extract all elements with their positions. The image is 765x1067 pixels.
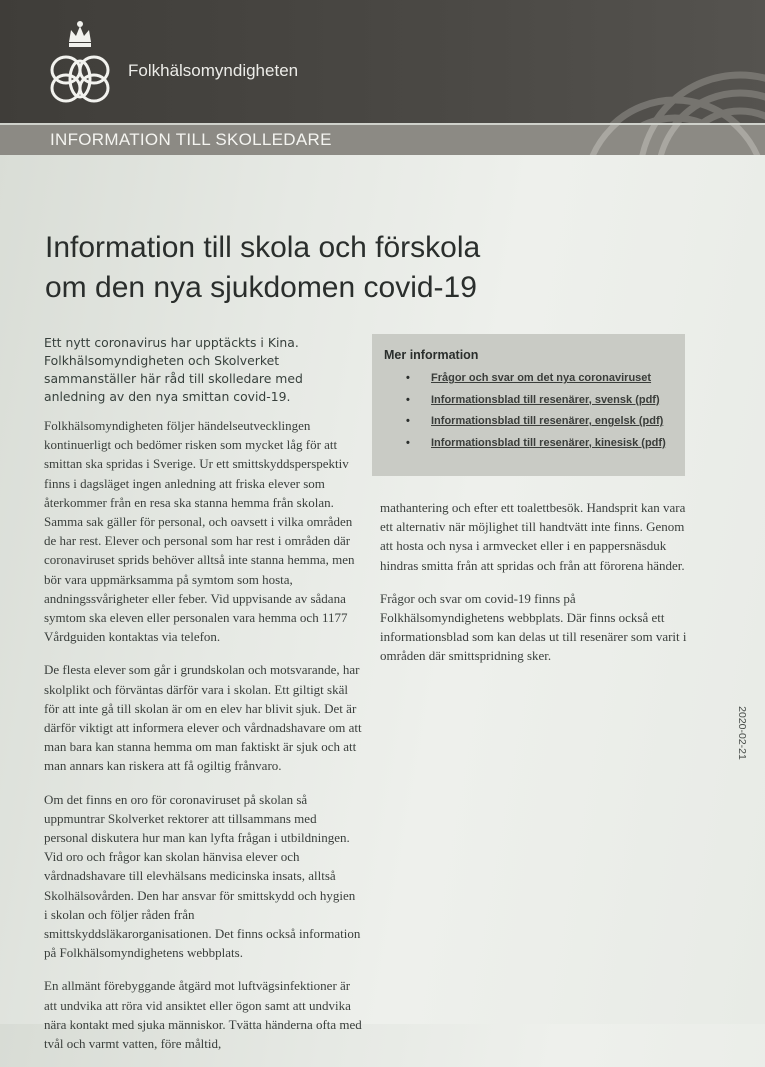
bullet-icon: • <box>406 415 410 427</box>
page-header <box>0 0 765 123</box>
more-info-box <box>372 334 685 476</box>
section-band <box>0 123 765 155</box>
lead-paragraph: Ett nytt coronavirus har upptäckts i Kina. Folkhälsomyndigheten och Skolverket sammanställer här råd till skolledare med anledning av den nya smittan covid-19. <box>44 335 303 404</box>
body-paragraph: mathantering och efter ett toalettbesök. Handsprit kan vara ett alternativ när möjlighet till handtvätt inte finns. Genom att hosta och nysa i armvecket eller i en pappersnäsduk hindras smitta från att spridas och från att förorena händer. <box>380 500 686 573</box>
date-text: 2020-02-21 <box>736 706 748 760</box>
document-date <box>735 694 749 774</box>
body-paragraph: Folkhälsomyndigheten följer händelseutvecklingen kontinuerligt och bedömer risken som mycket låg för att smittan ska spridas i Sverige. Ur ett smittskyddsperspektiv finns i dagsläget ingen anledning att friska elever som återkommer från en resa ska stanna hemma från skolan. Samma sak gäller för personal, och oavsett i vilka områden de har rest. Elever och personal som har rest i områden där coronaviruset sprids behöver alltså inte stanna hemma, men bör vara uppmärksamma på symtom som hosta, andningssvårigheter eller feber. Vid uppvisande av sådana symtom ska eleven eller personalen vara hemma och 1177 Vårdguiden kontaktas via telefon. <box>44 418 355 645</box>
list-item <box>384 393 673 407</box>
decorative-arcs-icon <box>525 0 765 123</box>
bullet-icon: • <box>406 393 410 406</box>
crown-pretzel-logo-icon <box>40 18 120 110</box>
title-line-2: om den nya sjukdomen covid-19 <box>45 271 477 304</box>
link-leaflet-chinese[interactable]: Informationsblad till resenärer, kinesisk (pdf) <box>431 436 666 449</box>
body-paragraph: En allmänt förebyggande åtgärd mot luftvägsinfektioner är att undvika att röra vid ansiktet eller ögon samt att undvika nära kontakt med sjuka människor. Tvätta händerna ofta med tvål och varmt vatten, före måltid, <box>44 978 362 1052</box>
org-name: Folkhälsomyndigheten <box>128 61 299 80</box>
title-line-1: Information till skola och förskola <box>45 231 481 264</box>
list-item <box>384 414 673 428</box>
list-item <box>384 371 673 385</box>
section-label: INFORMATION TILL SKOLLEDARE <box>50 130 332 149</box>
bullet-icon: • <box>406 436 410 449</box>
body-paragraph: Frågor och svar om covid-19 finns på Folkhälsomyndighetens webbplats. Där finns också ett informationsblad som kan delas ut till resenärer som varit i områden där smittspridning sker. <box>380 590 687 664</box>
list-item <box>384 436 673 450</box>
body-paragraph: Om det finns en oro för coronaviruset på skolan så uppmuntrar Skolverket rektorer att tillsammans med personal diskutera hur man kan lyfta frågan i utbildningen. Vid oro och frågor kan skolan hänvisa elever och vårdnadshavare till elevhälsans medicinska insats, alltså Skolhälsovården. Den har ansvar för smittskydd och hygien i skolan och följer råden från smittskyddsläkarorganisationen. Det finns också information på Folkhälsomyndighetens webbplats. <box>44 791 361 961</box>
right-column <box>380 498 700 680</box>
link-leaflet-english[interactable]: Informationsblad till resenärer, engelsk (pdf) <box>431 415 664 427</box>
bullet-icon: • <box>406 372 410 384</box>
link-leaflet-swedish[interactable]: Informationsblad till resenärer, svensk (pdf) <box>431 393 660 406</box>
left-column <box>44 334 362 1067</box>
info-link-list <box>384 371 673 450</box>
info-box-title: Mer information <box>384 348 479 362</box>
page-title <box>45 228 685 308</box>
body-paragraph: De flesta elever som går i grundskolan och motsvarande, har skolplikt och förväntas därför vara i skolan. Ett giltigt skäl för att inte gå till skolan är om en elev har blivit sjuk. Det är därför viktigt att informera elever och vårdnadshavare om att man bara kan stanna hemma om man faktiskt är sjuk och att man annars kan riskera att få ogiltig frånvaro. <box>44 662 362 774</box>
band-arcs-icon <box>525 125 765 155</box>
link-faq-coronavirus[interactable]: Frågor och svar om det nya coronaviruset <box>431 372 652 384</box>
